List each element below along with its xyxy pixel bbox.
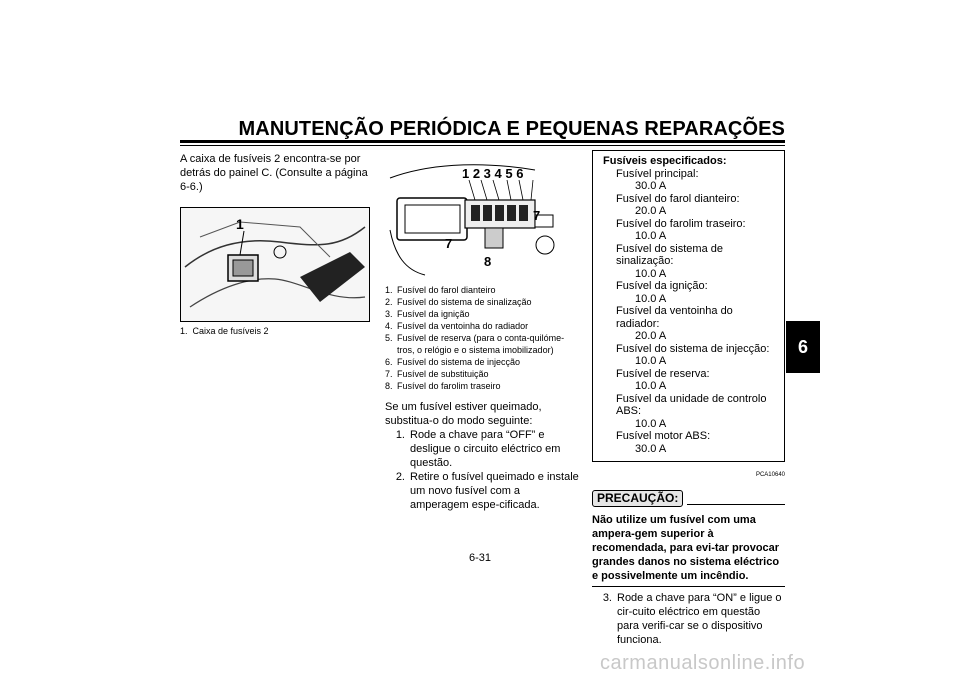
legend-item: 8. Fusível do farolim traseiro bbox=[385, 381, 501, 391]
watermark: carmanualsonline.info bbox=[600, 652, 806, 674]
diagram-label-7-left: 7 bbox=[445, 236, 453, 251]
spec-value: 10.0 A bbox=[635, 230, 667, 242]
header-rule-thin bbox=[180, 145, 785, 146]
photo-callout-1: 1 bbox=[236, 216, 244, 232]
diagram-legend bbox=[385, 284, 580, 392]
fuse-spec-box bbox=[592, 150, 785, 462]
spec-name: Fusível do farol dianteiro: bbox=[616, 192, 740, 205]
spec-value: 10.0 A bbox=[635, 380, 667, 392]
spec-name: Fusível principal: bbox=[616, 167, 699, 180]
caution-label: PRECAUÇÃO: bbox=[592, 490, 683, 507]
fuse-diagram bbox=[385, 160, 580, 278]
column-1 bbox=[180, 152, 370, 337]
spec-name: Fusível da ignição: bbox=[616, 280, 708, 292]
legend-item: 7. Fusível de substituição bbox=[385, 369, 489, 379]
spec-value: 20.0 A bbox=[635, 330, 667, 342]
column-3 bbox=[592, 150, 785, 647]
legend-item: 5. Fusível de reserva (para o conta-quilóme-tros, o relógio e o sistema imobilizador) bbox=[385, 333, 565, 355]
spec-value: 30.0 A bbox=[635, 442, 667, 455]
page-title: MANUTENÇÃO PERIÓDICA E PEQUENAS REPARAÇÕES bbox=[238, 118, 785, 140]
caution-text: Não utilize um fusível com uma ampera-gem superior à recomendada, para evi-tar provocar grandes danos no sistema eléctrico e possivelmente um incêndio. bbox=[592, 513, 785, 587]
photo-caption: 1. Caixa de fusíveis 2 bbox=[180, 326, 269, 336]
caution-rule bbox=[687, 504, 785, 505]
diagram-label-8: 8 bbox=[484, 254, 492, 269]
caution-header bbox=[592, 490, 785, 507]
legend-item: 3. Fusível da ignição bbox=[385, 309, 470, 319]
spec-value: 10.0 A bbox=[635, 355, 667, 367]
diagram-label-7-right: 7 bbox=[533, 208, 541, 223]
spec-value: 10.0 A bbox=[635, 267, 667, 280]
spec-value: 20.0 A bbox=[635, 205, 667, 217]
legend-item: 6. Fusível do sistema de injecção bbox=[385, 357, 521, 367]
spec-name: Fusível de reserva: bbox=[616, 367, 710, 380]
chapter-tab: 6 bbox=[786, 321, 820, 373]
spec-name: Fusível do sistema de injecção: bbox=[616, 342, 770, 355]
spec-name: Fusível motor ABS: bbox=[616, 430, 711, 442]
body-text: Se um fusível estiver queimado, substitua-o do modo seguinte: bbox=[385, 401, 542, 427]
legend-item: 2. Fusível do sistema de sinalização bbox=[385, 297, 532, 307]
header-rule bbox=[180, 140, 785, 143]
fuse-box-photo bbox=[180, 207, 370, 322]
step-1: 1. Rode a chave para “OFF” e desligue o circuito eléctrico em questão. bbox=[395, 429, 561, 469]
intro-text: A caixa de fusíveis 2 encontra-se por detrás do painel C. (Consulte a página 6-6.) bbox=[180, 153, 368, 193]
column-2 bbox=[385, 160, 580, 512]
diagram-label-top: 1 2 3 4 5 6 bbox=[462, 166, 524, 181]
legend-item: 1. Fusível do farol dianteiro bbox=[385, 285, 496, 295]
spec-name: Fusível do sistema de sinalização: bbox=[616, 242, 723, 267]
page-number: 6-31 bbox=[468, 552, 492, 564]
reference-code: PCA10640 bbox=[755, 472, 785, 478]
spec-value: 30.0 A bbox=[635, 180, 667, 192]
spec-name: Fusível da unidade de controlo ABS: bbox=[616, 392, 767, 417]
legend-item: 4. Fusível da ventoinha do radiador bbox=[385, 321, 529, 331]
spec-name: Fusível do farolim traseiro: bbox=[616, 217, 746, 230]
spec-title: Fusíveis especificados: bbox=[603, 155, 727, 167]
spec-value: 10.0 A bbox=[635, 292, 667, 305]
spec-value: 10.0 A bbox=[635, 417, 667, 430]
spec-name: Fusível da ventoinha do radiador: bbox=[616, 305, 733, 330]
step-3: 3. Rode a chave para “ON” e ligue o cir-cuito eléctrico em questão para verifi-car se o dispositivo funciona. bbox=[602, 592, 782, 646]
step-2: 2. Retire o fusível queimado e instale um novo fusível com a amperagem espe-cificada. bbox=[395, 471, 579, 511]
